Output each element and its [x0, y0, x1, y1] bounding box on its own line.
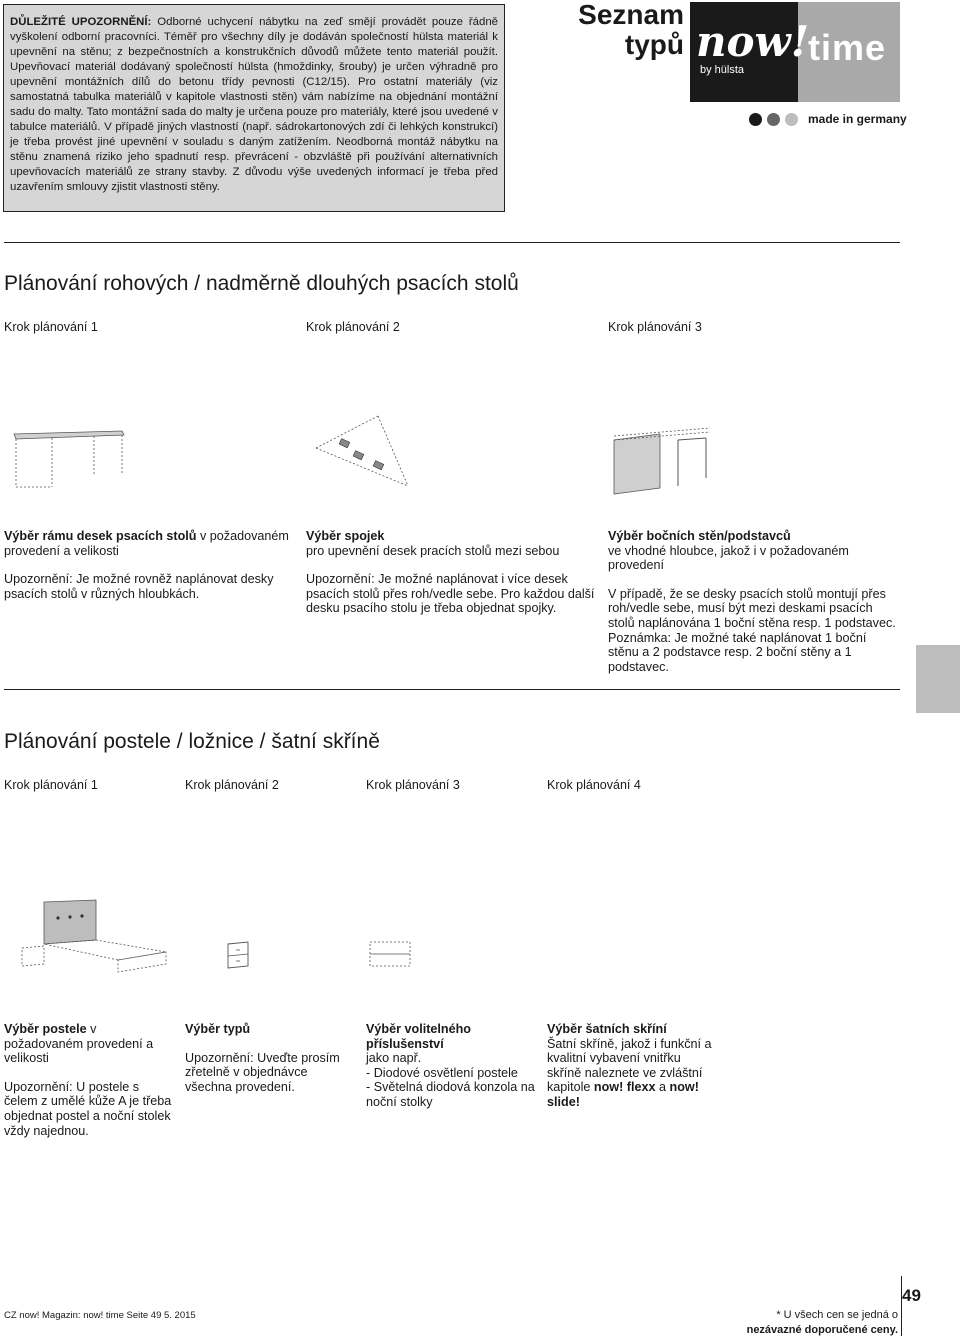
desk-step-2-label: Krok plánování 2 [306, 320, 400, 334]
made-in-label: made in germany [808, 112, 907, 126]
desk-col2-note: Upozornění: Je možné naplánovat i více desek psacích stolů přes roh/vedle sebe. Pro každou další desku psacího stolu je třeba objednat spojky. [306, 572, 595, 616]
desk-col1-note: Upozornění: Je možné rovněž naplánovat desky psacích stolů v různých hloubkách. [4, 572, 274, 601]
page-title-line2: typů [624, 29, 684, 60]
desk-col2-heading: Výběr spojek [306, 529, 385, 543]
footer-price-note-line1: * U všech cen se jedná o [776, 1309, 898, 1321]
bed-col2-note: Upozornění: Uveďte prosím zřetelně v objednávce všechna provedení. [185, 1050, 340, 1094]
bed-step-2-label: Krok plánování 2 [185, 778, 279, 792]
bed-col3-item1: - Diodové osvětlení postele [366, 1065, 518, 1080]
bed-col3-heading: Výběr volitelného příslušenství [366, 1022, 471, 1051]
bed-column-4 [547, 1022, 717, 1110]
desk-col3-text: ve vhodné hloubce, jakož i v požadovaném provedení [608, 543, 849, 573]
bed-col3-text: jako např. [366, 1051, 422, 1066]
page-number: 49 [902, 1286, 921, 1305]
desk-step-3-label: Krok plánování 3 [608, 320, 702, 334]
bed-step-4-label: Krok plánování 4 [547, 778, 641, 792]
footer-meta: CZ now! Magazin: now! time Seite 49 5. 2015 [4, 1310, 196, 1321]
bed-col4-link-slide: now! slide [547, 1080, 699, 1109]
bed-col4-text: Šatní skříně, jakož i funkční a kvalitní vybavení vnitřku skříně naleznete ve zvláštní kapitole [547, 1036, 712, 1095]
desk-col1-text: v požadovaném provedení a velikosti [4, 529, 289, 558]
bed-step-3-label: Krok plánování 3 [366, 778, 460, 792]
bed-column-3 [366, 1022, 536, 1110]
desk-col3-note: V případě, že se desky psacích stolů montují přes roh/vedle sebe, musí být mezi deskami psacích stolů naplánována 1 boční stěna resp. 1 podstavec. Poznámka: Je možné také naplánovat 1 boční stěnu a 2 podstavce resp. 2 boční stěny a 1 podstavec. [608, 586, 896, 674]
page-title-line1: Seznam [578, 0, 684, 30]
footer-price-note-line2: nezávazné doporučené ceny. [746, 1324, 898, 1336]
bed-col2-heading: Výběr typů [185, 1022, 251, 1036]
bed-col1-heading: Výběr postele [4, 1022, 87, 1036]
bed-col1-note: Upozornění: U postele s čelem z umělé kůže A je třeba objednat postel a noční stolek vždy najednou. [4, 1079, 172, 1138]
page-number-rule [901, 1276, 902, 1336]
bed-column-1 [4, 1022, 174, 1152]
brand-logo-by: by hülsta [700, 64, 745, 76]
desk-col1-heading: Výběr rámu desek psacích stolů [4, 529, 197, 543]
desk-col3-heading: Výběr bočních stěn/podstavců [608, 529, 791, 543]
warning-heading: DŮLEŽITÉ UPOZORNĚNÍ: [10, 16, 152, 28]
bed-step-1-label: Krok plánování 1 [4, 778, 98, 792]
section-title-desks: Plánování rohových / nadměrně dlouhých psacích stolů [4, 272, 519, 295]
brand-logo-time: time [808, 27, 887, 68]
brand-logo-now: now! [696, 17, 810, 66]
bed-col1-text: v požadovaném provedení a velikosti [4, 1022, 154, 1066]
bed-col4-link-flexx: now! flexx [593, 1080, 656, 1095]
bed-col4-end: ! [575, 1094, 580, 1109]
bed-column-2 [185, 1022, 355, 1108]
desk-col2-text: pro upevnění desek pracích stolů mezi sebou [306, 543, 560, 558]
bed-col4-and: a [655, 1080, 670, 1095]
section-title-bedroom: Plánování postele / ložnice / šatní skříně [4, 730, 380, 753]
desk-step-1-label: Krok plánování 1 [4, 320, 98, 334]
bed-col3-item2: - Světelná diodová konzola na noční stolky [366, 1080, 535, 1109]
footer-price-note [700, 1308, 898, 1338]
warning-text: Odborné uchycení nábytku na zeď smějí provádět pouze řádně vyškolení odborní pracovníci. Téměř pro všechny díly je dodáván společností hülsta materiál k upevnění na stěnu; z bezpečnostních a konstrukčních důvodů můžete tento materiál použít. Upevňovací materiál dodávaný společností hülsta (hmoždinky, šrouby) je určen výhradně pro upevnění montážních dílů do betonu třídy pevnosti (C12/15). Pro ostatní materiály (viz samostatná tabulka materiálů v kapitole vlastnosti stěn) vám nabízíme na objednání montážní sadu do malty. Tato montážní sada do malty je určena pouze pro materiály, které jsou uvedené v tabulce materiálů. V případě jiných vlastností (např. sádrokartonových zdí či lehkých konstrukcí) je třeba provést jiné upevnění v souladu s daným zatížením. Neodborná montáž nábytku na stěnu znamená riziko jeho spadnutí resp. převrácení - obzvláště při používání alternativních upevňovacích materiálů ze strany stavby. Z důvodu výše uvedených informací je třeba před uzavřením smlouvy zjistit vlastnosti stěny. [10, 16, 498, 193]
bed-col4-heading: Výběr šatních skříní [547, 1022, 667, 1036]
